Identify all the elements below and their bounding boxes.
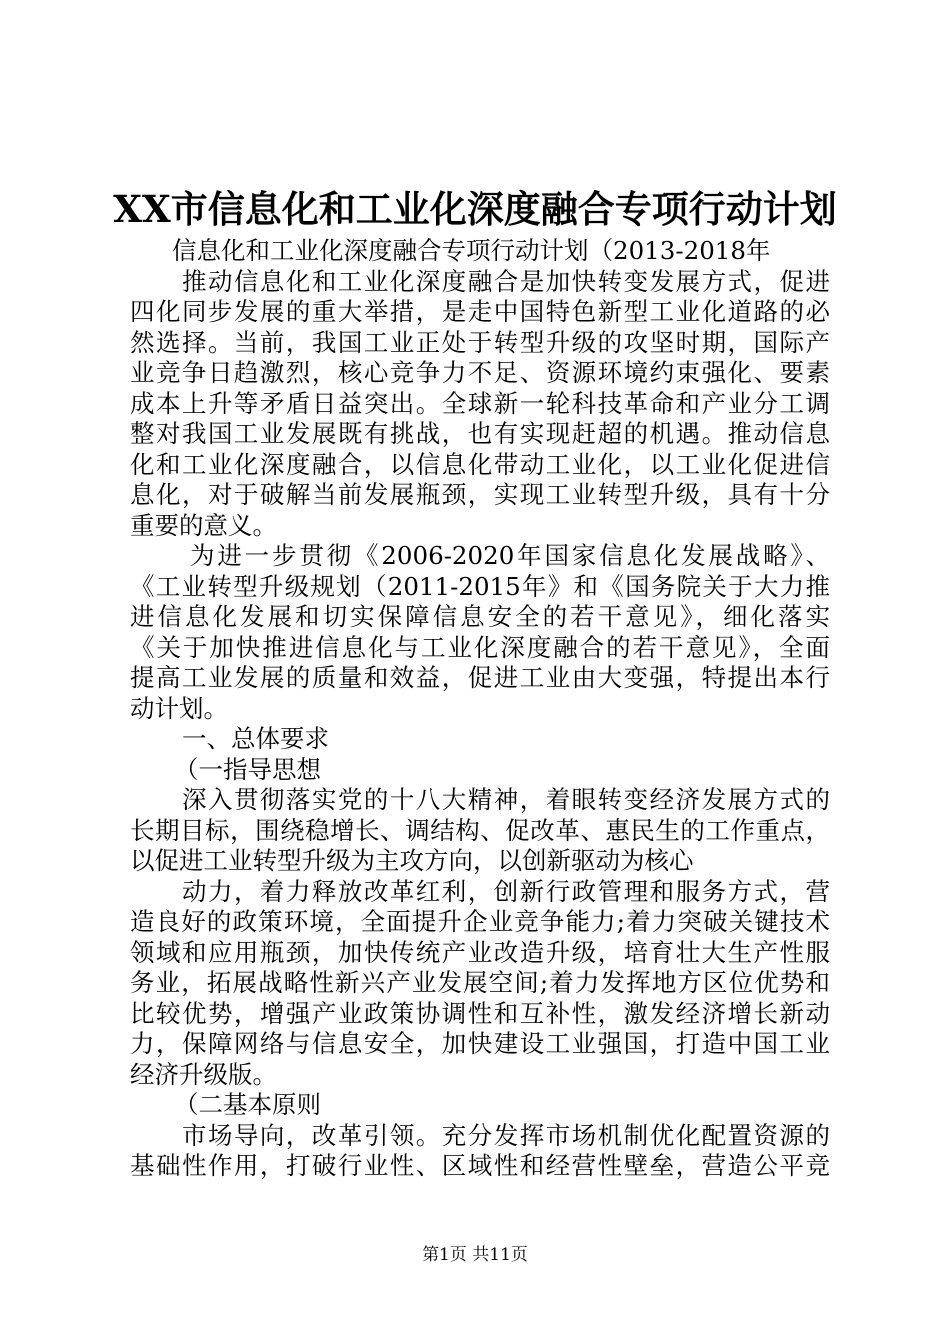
paragraph-line: 重要的意义。	[130, 510, 277, 540]
paragraph-line: 务业，拓展战略性新兴产业发展空间;着力发挥地方区位优势和	[130, 968, 830, 997]
subsection-heading: （一指导思想	[174, 754, 321, 784]
paragraph-line: 以促进工业转型升级为主攻方向，以创新驱动为核心	[130, 846, 694, 875]
paragraph-line: 长期目标，围绕稳增长、调结构、促改革、惠民生的工作重点，	[130, 815, 830, 845]
paragraph-line: 《关于加快推进信息化与工业化深度融合的若干意见》，全面	[130, 632, 830, 662]
paragraph-line: 深入贯彻落实党的十八大精神，着眼转变经济发展方式的	[182, 785, 830, 814]
page-number: 第1页 共11页	[422, 1245, 528, 1265]
paragraph-line: 提高工业发展的质量和效益，促进工业由大变强，特提出本行	[130, 663, 830, 692]
subsection-heading: （二基本原则	[174, 1090, 321, 1119]
paragraph-line: 成本上升等矛盾日益突出。全球新一轮科技革命和产业分工调	[130, 388, 830, 418]
section-heading: 一、总体要求	[182, 724, 329, 753]
paragraph-line: 动力，着力释放改革红利，创新行政管理和服务方式，营	[182, 876, 830, 906]
paragraph-line: 动计划。	[130, 693, 228, 723]
paragraph-line: 比较优势，增强产业政策协调性和互补性，激发经济增长新动	[130, 998, 830, 1028]
paragraph-line: 业竞争日趋激烈，核心竞争力不足、资源环境约束强化、要素	[130, 358, 830, 387]
subtitle-line: 信息化和工业化深度融合专项行动计划（2013-2018年	[172, 236, 771, 265]
paragraph-line: 四化同步发展的重大举措，是走中国特色新型工业化道路的必	[130, 297, 830, 326]
paragraph-line: 息化，对于破解当前发展瓶颈，实现工业转型升级，具有十分	[130, 480, 830, 509]
document-title: XX市信息化和工业化深度融合专项行动计划	[113, 187, 837, 231]
document-body	[130, 236, 830, 1182]
paragraph-line: 化和工业化深度融合，以信息化带动工业化，以工业化促进信	[130, 449, 830, 479]
paragraph-line: 市场导向，改革引领。充分发挥市场机制优化配置资源的	[182, 1120, 830, 1150]
paragraph-line: 推动信息化和工业化深度融合是加快转变发展方式，促进	[182, 266, 830, 296]
paragraph-line: 《工业转型升级规划（2011-2015年》和《国务院关于大力推	[130, 571, 830, 601]
paragraph-line: 进信息化发展和切实保障信息安全的若干意见》，细化落实	[130, 602, 830, 631]
paragraph-line: 造良好的政策环境，全面提升企业竞争能力;着力突破关键技术	[130, 907, 830, 936]
paragraph-line: 领域和应用瓶颈，加快传统产业改造升级，培育壮大生产性服	[130, 937, 830, 967]
paragraph-line: 基础性作用，打破行业性、区域性和经营性壁垒，营造公平竞	[130, 1151, 830, 1180]
paragraph-line: 力，保障网络与信息安全，加快建设工业强国，打造中国工业	[130, 1029, 830, 1058]
paragraph-line: 然选择。当前，我国工业正处于转型升级的攻坚时期，国际产	[130, 327, 830, 357]
paragraph-line: 整对我国工业发展既有挑战，也有实现赶超的机遇。推动信息	[130, 419, 830, 448]
paragraph-line: 经济升级版。	[130, 1059, 277, 1089]
paragraph-line: 为进一步贯彻《2006-2020年国家信息化发展战略》、	[190, 541, 830, 570]
